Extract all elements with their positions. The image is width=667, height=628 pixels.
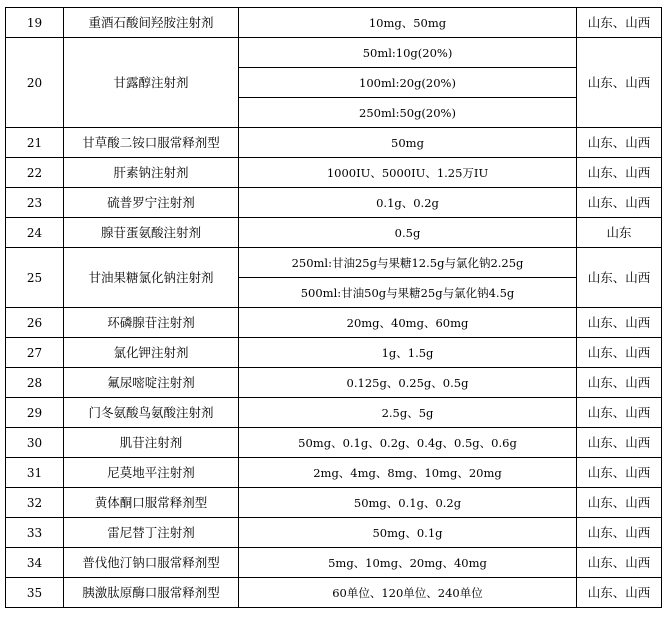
spec-cell: 2.5g、5g bbox=[239, 398, 577, 428]
table-row bbox=[6, 188, 662, 218]
drug-name-cell: 甘露醇注射剂 bbox=[64, 38, 239, 128]
drug-name-cell: 肝素钠注射剂 bbox=[64, 158, 239, 188]
province-cell: 山东、山西 bbox=[577, 308, 662, 338]
drug-name-cell: 氟尿嘧啶注射剂 bbox=[64, 368, 239, 398]
table-row bbox=[6, 548, 662, 578]
row-number-cell: 23 bbox=[6, 188, 64, 218]
drug-name-cell: 氯化钾注射剂 bbox=[64, 338, 239, 368]
row-number-cell: 35 bbox=[6, 578, 64, 608]
spec-cell: 0.5g bbox=[239, 218, 577, 248]
table-row bbox=[6, 38, 662, 68]
row-number-cell: 24 bbox=[6, 218, 64, 248]
drug-name-cell: 普伐他汀钠口服常释剂型 bbox=[64, 548, 239, 578]
table-row bbox=[6, 488, 662, 518]
row-number-cell: 19 bbox=[6, 8, 64, 38]
drug-name-cell: 黄体酮口服常释剂型 bbox=[64, 488, 239, 518]
spec-cell: 10mg、50mg bbox=[239, 8, 577, 38]
spec-cell: 500ml:甘油50g与果糖25g与氯化钠4.5g bbox=[239, 278, 577, 308]
drug-spec-table bbox=[5, 7, 662, 608]
province-cell: 山东、山西 bbox=[577, 578, 662, 608]
drug-name-cell: 胰激肽原酶口服常释剂型 bbox=[64, 578, 239, 608]
drug-name-cell: 肌苷注射剂 bbox=[64, 428, 239, 458]
province-cell: 山东、山西 bbox=[577, 128, 662, 158]
table-row bbox=[6, 518, 662, 548]
row-number-cell: 25 bbox=[6, 248, 64, 308]
spec-cell: 1g、1.5g bbox=[239, 338, 577, 368]
row-number-cell: 27 bbox=[6, 338, 64, 368]
spec-cell: 250ml:50g(20%) bbox=[239, 98, 577, 128]
spec-cell: 250ml:甘油25g与果糖12.5g与氯化钠2.25g bbox=[239, 248, 577, 278]
province-cell: 山东、山西 bbox=[577, 38, 662, 128]
province-cell: 山东、山西 bbox=[577, 428, 662, 458]
drug-name-cell: 尼莫地平注射剂 bbox=[64, 458, 239, 488]
spec-cell: 50mg bbox=[239, 128, 577, 158]
table-row bbox=[6, 128, 662, 158]
province-cell: 山东 bbox=[577, 218, 662, 248]
table-row bbox=[6, 308, 662, 338]
drug-name-cell: 环磷腺苷注射剂 bbox=[64, 308, 239, 338]
province-cell: 山东、山西 bbox=[577, 8, 662, 38]
table-row bbox=[6, 368, 662, 398]
drug-spec-table-body bbox=[6, 8, 662, 608]
table-row bbox=[6, 338, 662, 368]
spec-cell: 100ml:20g(20%) bbox=[239, 68, 577, 98]
row-number-cell: 32 bbox=[6, 488, 64, 518]
table-row bbox=[6, 428, 662, 458]
spec-cell: 50mg、0.1g bbox=[239, 518, 577, 548]
drug-name-cell: 硫普罗宁注射剂 bbox=[64, 188, 239, 218]
province-cell: 山东、山西 bbox=[577, 518, 662, 548]
row-number-cell: 28 bbox=[6, 368, 64, 398]
spec-cell: 50ml:10g(20%) bbox=[239, 38, 577, 68]
drug-name-cell: 重酒石酸间羟胺注射剂 bbox=[64, 8, 239, 38]
row-number-cell: 30 bbox=[6, 428, 64, 458]
table-row bbox=[6, 218, 662, 248]
province-cell: 山东、山西 bbox=[577, 368, 662, 398]
drug-name-cell: 门冬氨酸鸟氨酸注射剂 bbox=[64, 398, 239, 428]
spec-cell: 0.125g、0.25g、0.5g bbox=[239, 368, 577, 398]
province-cell: 山东、山西 bbox=[577, 158, 662, 188]
province-cell: 山东、山西 bbox=[577, 488, 662, 518]
drug-name-cell: 甘油果糖氯化钠注射剂 bbox=[64, 248, 239, 308]
spec-cell: 5mg、10mg、20mg、40mg bbox=[239, 548, 577, 578]
spec-cell: 50mg、0.1g、0.2g、0.4g、0.5g、0.6g bbox=[239, 428, 577, 458]
table-row bbox=[6, 398, 662, 428]
table-row bbox=[6, 248, 662, 278]
spec-cell: 20mg、40mg、60mg bbox=[239, 308, 577, 338]
spec-cell: 0.1g、0.2g bbox=[239, 188, 577, 218]
row-number-cell: 31 bbox=[6, 458, 64, 488]
province-cell: 山东、山西 bbox=[577, 398, 662, 428]
drug-name-cell: 腺苷蛋氨酸注射剂 bbox=[64, 218, 239, 248]
spec-cell: 1000IU、5000IU、1.25万IU bbox=[239, 158, 577, 188]
province-cell: 山东、山西 bbox=[577, 188, 662, 218]
spec-cell: 50mg、0.1g、0.2g bbox=[239, 488, 577, 518]
spec-cell: 60单位、120单位、240单位 bbox=[239, 578, 577, 608]
row-number-cell: 21 bbox=[6, 128, 64, 158]
drug-name-cell: 甘草酸二铵口服常释剂型 bbox=[64, 128, 239, 158]
table-row bbox=[6, 158, 662, 188]
row-number-cell: 33 bbox=[6, 518, 64, 548]
province-cell: 山东、山西 bbox=[577, 458, 662, 488]
row-number-cell: 34 bbox=[6, 548, 64, 578]
row-number-cell: 29 bbox=[6, 398, 64, 428]
province-cell: 山东、山西 bbox=[577, 548, 662, 578]
row-number-cell: 20 bbox=[6, 38, 64, 128]
spec-cell: 2mg、4mg、8mg、10mg、20mg bbox=[239, 458, 577, 488]
drug-name-cell: 雷尼替丁注射剂 bbox=[64, 518, 239, 548]
table-row bbox=[6, 578, 662, 608]
table-row bbox=[6, 8, 662, 38]
province-cell: 山东、山西 bbox=[577, 338, 662, 368]
table-row bbox=[6, 458, 662, 488]
row-number-cell: 26 bbox=[6, 308, 64, 338]
province-cell: 山东、山西 bbox=[577, 248, 662, 308]
row-number-cell: 22 bbox=[6, 158, 64, 188]
